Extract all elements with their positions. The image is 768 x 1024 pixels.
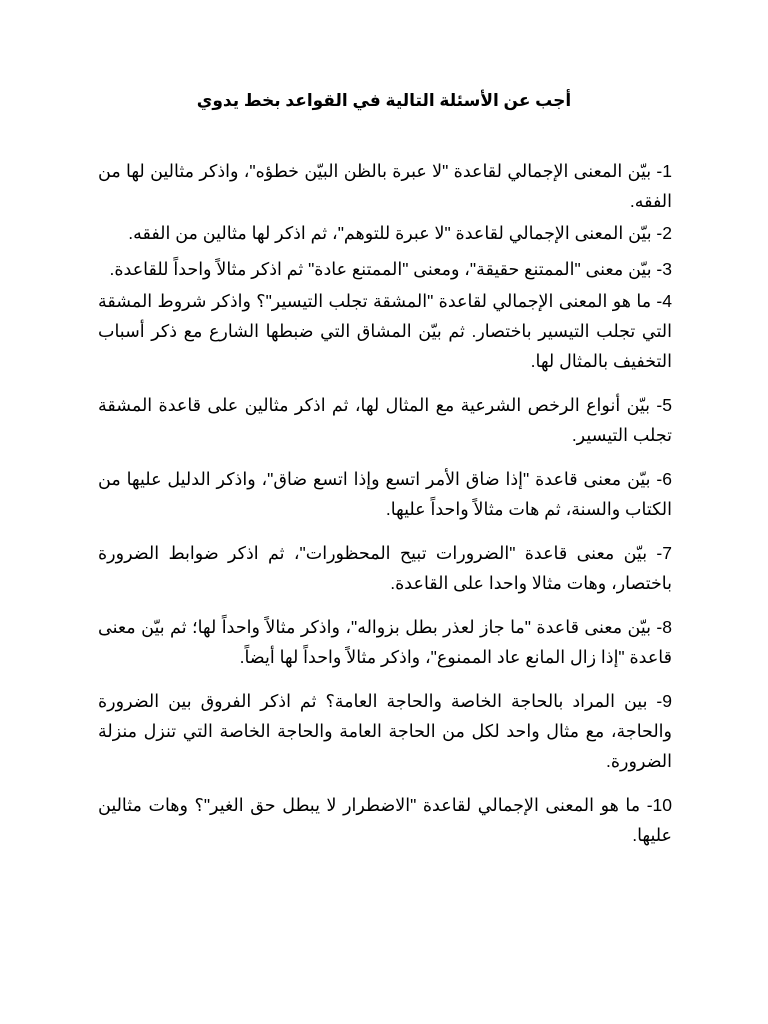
question-2: 2- بيّن المعنى الإجمالي لقاعدة "لا عبرة للتوهم"، ثم اذكر لها مثالين من الفقه. (128, 223, 672, 243)
question-3: 3- بيّن معنى "الممتنع حقيقة"، ومعنى "الممتنع عادة" ثم اذكر مثالاً واحداً للقاعدة. (109, 259, 672, 279)
question-9: 9- بين المراد بالحاجة الخاصة والحاجة العامة؟ ثم اذكر الفروق بين الضرورة والحاجة، مع مثال واحد لكل من الحاجة العامة والحاجة الخاصة التي تنزل منزلة الضرورة. (98, 691, 672, 771)
question-8: 8- بيّن معنى قاعدة "ما جاز لعذر بطل بزواله"، واذكر مثالاً واحداً لها؛ ثم بيّن معنى قاعدة "إذا زال المانع عاد الممنوع"، واذكر مثالاً واحداً لها أيضاً. (98, 617, 672, 667)
question-10: 10- ما هو المعنى الإجمالي لقاعدة "الاضطرار لا يبطل حق الغير"؟ وهات مثالين عليها. (98, 795, 672, 845)
question-7: 7- بيّن معنى قاعدة "الضرورات تبيح المحظورات"، ثم اذكر ضوابط الضرورة باختصار، وهات مثالا واحدا على القاعدة. (98, 543, 672, 593)
question-4: 4- ما هو المعنى الإجمالي لقاعدة "المشقة تجلب التيسير"؟ واذكر شروط المشقة التي تجلب التيسير باختصار. ثم بيّن المشاق التي ضبطها الشارع مع ذكر أسباب التخفيف بالمثال لها. (98, 291, 672, 371)
question-1: 1- بيّن المعنى الإجمالي لقاعدة "لا عبرة بالظن البيّن خطؤه"، واذكر مثالين لها من الفقه. (98, 161, 672, 211)
question-5: 5- بيّن أنواع الرخص الشرعية مع المثال لها، ثم اذكر مثالين على قاعدة المشقة تجلب التيسير. (98, 395, 672, 445)
document-title: أجب عن الأسئلة التالية في القواعد بخط يدوي (196, 91, 572, 110)
question-6: 6- بيّن معنى قاعدة "إذا ضاق الأمر اتسع وإذا اتسع ضاق"، واذكر الدليل عليها من الكتاب والسنة، ثم هات مثالاً واحداً عليها. (98, 469, 672, 519)
questions-list (98, 156, 672, 864)
